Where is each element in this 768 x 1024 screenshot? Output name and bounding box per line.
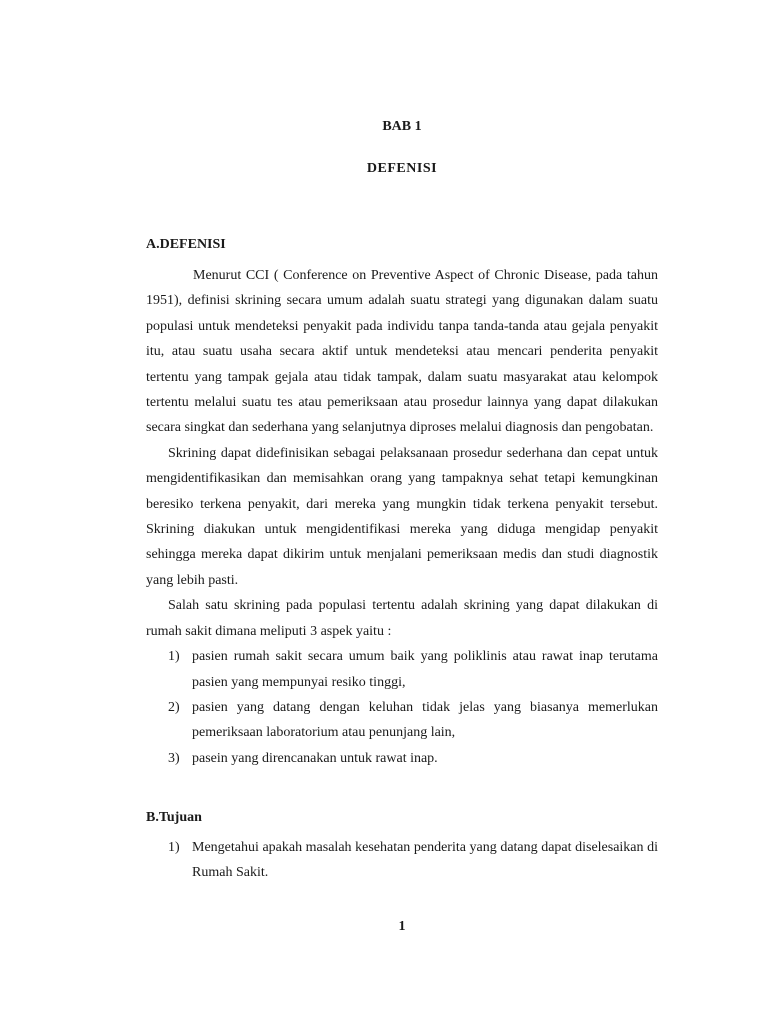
aspect-list [146, 644, 658, 771]
paragraph: Skrining dapat didefinisikan sebagai pelaksanaan prosedur sederhana dan cepat untuk mengidentifikasikan dan memisahkan orang yang tampaknya sehat tetapi kemungkinan beresiko terkena penyakit, dari mereka yang mungkin tidak terkena penyakit tersebut. Skrining diakukan untuk mengidentifikasi mereka yang diduga mengidap penyakit sehingga mereka dapat dikirim untuk menjalani pemeriksaan medis dan studi diagnostik yang lebih pasti. [146, 445, 658, 588]
list-item [146, 695, 658, 746]
list-item [146, 746, 658, 771]
paragraph: Menurut CCI ( Conference on Preventive Aspect of Chronic Disease, pada tahun 1951), definisi skrining secara umum adalah suatu strategi yang digunakan dalam suatu populasi untuk mendeteksi penyakit pada individu tanpa tanda-tanda atau gejala penyakit itu, atau suatu usaha secara aktif untuk mendeteksi atau mencari penderita penyakit tertentu yang tampak gejala atau tidak tampak, dalam suatu masyarakat atau kelompok tertentu melalui suatu tes atau pemeriksaan atau prosedur lainnya yang dapat dilakukan secara singkat dan sederhana yang selanjutnya diproses melalui diagnosis dan pengobatan. [146, 268, 658, 436]
section-a-heading: A.DEFENISI [146, 237, 226, 252]
list-item [146, 644, 658, 695]
section-a-body [146, 263, 658, 771]
list-item [146, 835, 658, 886]
page-number: 1 [398, 919, 406, 934]
list-item-text: pasein yang direncanakan untuk rawat inap. [192, 750, 438, 766]
goal-list [146, 835, 658, 886]
section-b-heading: B.Tujuan [146, 810, 202, 825]
list-item-text: Mengetahui apakah masalah kesehatan penderita yang datang dapat diselesaikan di Rumah Sakit. [192, 840, 658, 881]
list-item-text: pasien rumah sakit secara umum baik yang poliklinis atau rawat inap terutama pasien yang mempunyai resiko tinggi, [192, 649, 658, 690]
chapter-number: BAB 1 [382, 119, 422, 134]
list-marker: 1) [168, 840, 180, 855]
list-marker: 3) [168, 750, 180, 766]
chapter-title: DEFENISI [366, 161, 438, 176]
list-marker: 1) [168, 649, 180, 665]
paragraph: Salah satu skrining pada populasi tertentu adalah skrining yang dapat dilakukan di rumah sakit dimana meliputi 3 aspek yaitu : [146, 598, 658, 639]
list-marker: 2) [168, 699, 180, 715]
list-item-text: pasien yang datang dengan keluhan tidak jelas yang biasanya memerlukan pemeriksaan laboratorium atau penunjang lain, [192, 699, 658, 741]
section-b-body [146, 835, 658, 886]
